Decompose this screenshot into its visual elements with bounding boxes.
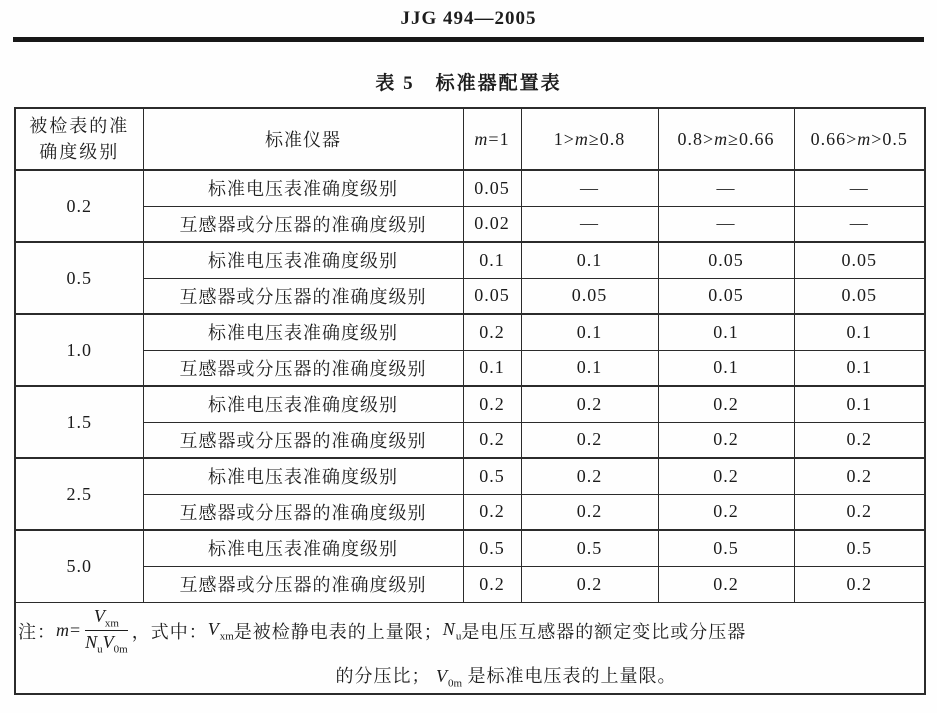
table-row — [15, 422, 925, 458]
note-term-vxm: $V_{xm}$ — [207, 619, 234, 643]
accuracy-class-cell: 5.0 — [15, 530, 143, 602]
note-label: 注： — [18, 621, 56, 642]
value-cell: 0.2 — [658, 494, 794, 530]
value-cell: 0.2 — [521, 458, 658, 494]
value-cell: 0.5 — [463, 458, 521, 494]
value-cell: 0.2 — [794, 422, 925, 458]
table-row — [15, 494, 925, 530]
value-cell: 0.5 — [463, 530, 521, 566]
value-cell: — — [521, 170, 658, 206]
value-cell: 0.2 — [658, 386, 794, 422]
note-term-v0m: $V_{0m}$ — [435, 666, 463, 690]
instrument-cell: 互感器或分压器的准确度级别 — [143, 494, 463, 530]
instrument-cell: 标准电压表准确度级别 — [143, 170, 463, 206]
table-row — [15, 530, 925, 566]
header-rule — [13, 37, 924, 42]
header-accuracy-class — [15, 108, 143, 170]
note-term-vxm-text: 是被检静电表的上量限； — [233, 621, 443, 642]
value-cell: 0.1 — [794, 386, 925, 422]
instrument-cell: 标准电压表准确度级别 — [143, 242, 463, 278]
table-row — [15, 206, 925, 242]
table-caption: 表 5 标准器配置表 — [375, 73, 562, 94]
value-cell: 0.1 — [463, 242, 521, 278]
value-cell: 0.2 — [521, 422, 658, 458]
instrument-cell: 标准电压表准确度级别 — [143, 386, 463, 422]
standard-config-table — [14, 107, 926, 695]
value-cell: — — [521, 206, 658, 242]
value-cell: 0.02 — [463, 206, 521, 242]
header-m-range-3: 0.66>m>0.5 — [794, 108, 925, 170]
value-cell: 0.2 — [463, 566, 521, 602]
note-line-1 — [18, 606, 922, 656]
value-cell: — — [794, 170, 925, 206]
value-cell: 0.1 — [521, 350, 658, 386]
value-cell: 0.5 — [794, 530, 925, 566]
instrument-cell: 标准电压表准确度级别 — [143, 530, 463, 566]
value-cell: 0.5 — [658, 530, 794, 566]
instrument-cell: 互感器或分压器的准确度级别 — [143, 278, 463, 314]
instrument-cell: 标准电压表准确度级别 — [143, 458, 463, 494]
accuracy-class-cell: 0.2 — [15, 170, 143, 242]
value-cell: 0.05 — [463, 278, 521, 314]
table-row — [15, 170, 925, 206]
accuracy-class-cell: 1.5 — [15, 386, 143, 458]
value-cell: 0.2 — [794, 494, 925, 530]
instrument-cell: 互感器或分压器的准确度级别 — [143, 422, 463, 458]
instrument-cell: 互感器或分压器的准确度级别 — [143, 206, 463, 242]
value-cell: 0.2 — [794, 566, 925, 602]
value-cell: — — [794, 206, 925, 242]
value-cell: 0.2 — [463, 314, 521, 350]
header-m-equals-1: m=1 — [463, 108, 521, 170]
accuracy-class-cell: 0.5 — [15, 242, 143, 314]
header-instrument: 标准仪器 — [143, 108, 463, 170]
value-cell: 0.5 — [521, 530, 658, 566]
value-cell: 0.05 — [463, 170, 521, 206]
table-row — [15, 566, 925, 602]
header-m-range-1: 1>m≥0.8 — [521, 108, 658, 170]
note-term-nu-text: 是电压互感器的额定变比或分压器 — [461, 621, 747, 642]
header-accuracy-class-line2: 确度级别 — [39, 142, 120, 162]
value-cell: — — [658, 206, 794, 242]
value-cell: 0.05 — [521, 278, 658, 314]
accuracy-class-cell: 1.0 — [15, 314, 143, 386]
table-row — [15, 386, 925, 422]
value-cell: 0.1 — [521, 242, 658, 278]
note-term-v0m-text: 是标准电压表的上量限。 — [467, 666, 677, 687]
doc-number: JJG 494—2005 — [400, 8, 537, 29]
formula: m= — [56, 620, 82, 641]
table-row — [15, 350, 925, 386]
table-row — [15, 458, 925, 494]
table-row — [15, 242, 925, 278]
value-cell: 0.05 — [794, 278, 925, 314]
value-cell: 0.2 — [463, 494, 521, 530]
header-m-range-2: 0.8>m≥0.66 — [658, 108, 794, 170]
value-cell: 0.1 — [521, 314, 658, 350]
table-note — [15, 602, 925, 694]
value-cell: 0.2 — [658, 566, 794, 602]
value-cell: 0.05 — [658, 278, 794, 314]
value-cell: 0.1 — [463, 350, 521, 386]
note-term-nu: $N_u$ — [442, 619, 462, 643]
value-cell: 0.2 — [658, 458, 794, 494]
table-header-row — [15, 108, 925, 170]
value-cell: 0.05 — [794, 242, 925, 278]
note-mid-text: ，式中： — [131, 621, 208, 642]
instrument-cell: 标准电压表准确度级别 — [143, 314, 463, 350]
value-cell: 0.2 — [521, 566, 658, 602]
value-cell: 0.1 — [794, 314, 925, 350]
header-accuracy-class-line1: 被检表的准 — [29, 116, 130, 136]
table-row — [15, 278, 925, 314]
instrument-cell: 互感器或分压器的准确度级别 — [143, 566, 463, 602]
note-line2-prefix: 的分压比； — [335, 666, 431, 687]
value-cell: 0.2 — [658, 422, 794, 458]
value-cell: 0.1 — [658, 314, 794, 350]
table-row — [15, 314, 925, 350]
fraction-denominator: $N_uV_{0m}$ — [85, 632, 128, 657]
fraction-numerator: $V_{xm}$ — [85, 606, 128, 632]
value-cell: 0.05 — [658, 242, 794, 278]
accuracy-class-cell: 2.5 — [15, 458, 143, 530]
value-cell: — — [658, 170, 794, 206]
note-row — [15, 602, 925, 694]
value-cell: 0.2 — [521, 386, 658, 422]
formula-fraction — [85, 606, 128, 656]
value-cell: 0.2 — [463, 422, 521, 458]
note-line-2 — [90, 662, 922, 690]
value-cell: 0.2 — [521, 494, 658, 530]
instrument-cell: 互感器或分压器的准确度级别 — [143, 350, 463, 386]
value-cell: 0.2 — [463, 386, 521, 422]
value-cell: 0.1 — [658, 350, 794, 386]
value-cell: 0.2 — [794, 458, 925, 494]
value-cell: 0.1 — [794, 350, 925, 386]
